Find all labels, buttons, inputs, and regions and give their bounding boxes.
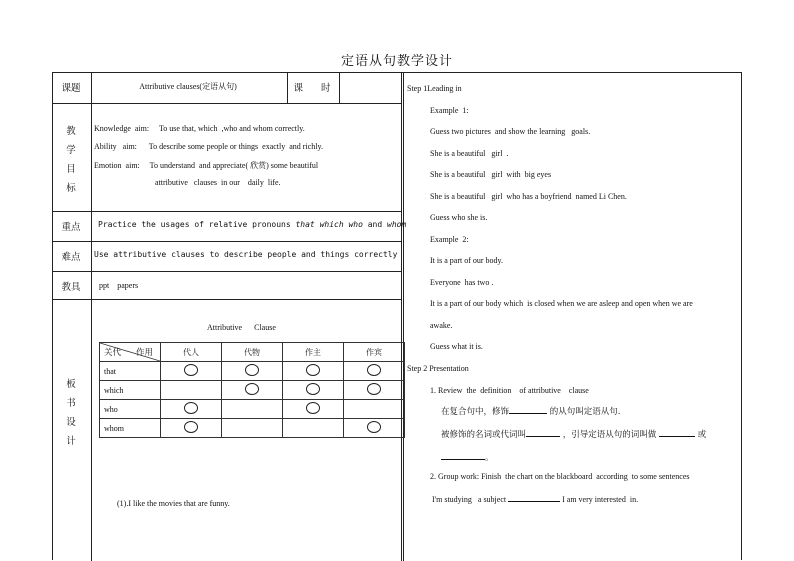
key-point-pronouns: that which who — [295, 220, 363, 229]
difficulty-text: Use attributive clauses to describe people and things correctly — [94, 250, 398, 259]
key-point-text — [98, 220, 406, 229]
chart-cell — [161, 400, 222, 419]
row-divider — [53, 241, 402, 242]
chart-row-word: that — [100, 362, 161, 381]
board-label-char: 计 — [66, 436, 76, 447]
chart-cell — [283, 400, 344, 419]
definition-line-1 — [441, 405, 620, 417]
board-label-char: 板 — [66, 379, 76, 390]
chart-cell — [283, 419, 344, 438]
chart-circle-mark — [245, 383, 259, 395]
aids-text: ppt papers — [99, 281, 139, 290]
chart-cell — [344, 400, 405, 419]
chart-column-header: 代物 — [222, 343, 283, 362]
chart-circle-mark — [184, 364, 198, 376]
chart-cell — [222, 362, 283, 381]
blank-field — [441, 451, 485, 460]
knowledge-aim: Knowledge aim: To use that, which ,who and whom correctly. — [94, 124, 305, 133]
chart-circle-mark — [306, 364, 320, 376]
chart-cell — [283, 362, 344, 381]
chart-cell — [344, 419, 405, 438]
chart-circle-mark — [306, 383, 320, 395]
example1-label: Example 1: — [430, 106, 469, 115]
chart-row — [100, 362, 405, 381]
corner-left-label: 关代 — [104, 348, 122, 358]
chart-cell — [161, 419, 222, 438]
chart-header-row — [100, 343, 405, 362]
chart-cell — [222, 400, 283, 419]
topic-value: Attributive clauses(定语从句) — [139, 82, 237, 91]
board-label-char: 设 — [66, 417, 76, 428]
hours-label: 课 时 — [293, 83, 331, 94]
blank-field — [659, 428, 695, 437]
chart-circle-mark — [367, 364, 381, 376]
chart-title: Attributive Clause — [207, 323, 276, 332]
chart-column-header: 作主 — [283, 343, 344, 362]
objectives-label-char: 标 — [66, 183, 76, 194]
chart-cell — [161, 381, 222, 400]
document-title: 定语从句教学设计 — [340, 54, 453, 69]
chart-cell — [344, 381, 405, 400]
chart-row-word: who — [100, 400, 161, 419]
chart-row — [100, 400, 405, 419]
chart-column-header: 代人 — [161, 343, 222, 362]
objectives-label-char: 目 — [66, 164, 76, 175]
key-point-whom: whom — [387, 220, 407, 229]
chart-row — [100, 419, 405, 438]
step1-heading: Step 1Leading in — [407, 84, 462, 93]
row-divider — [53, 211, 402, 212]
definition-line-2 — [441, 428, 706, 440]
right-line: Guess two pictures and show the learning goals. — [430, 127, 591, 136]
right-line: It is a part of our body which is closed when we are asleep and open when we are — [430, 299, 693, 308]
right-line: She is a beautiful girl who has a boyfriend named Li Chen. — [430, 192, 627, 201]
corner-right-label: 作用 — [136, 348, 154, 358]
difficulty-label: 难点 — [61, 252, 81, 263]
row-divider — [53, 103, 402, 104]
definition-line-3 — [441, 451, 494, 463]
key-point-and: and — [362, 220, 388, 229]
objectives-label-char: 学 — [66, 145, 76, 156]
chart-cell — [222, 419, 283, 438]
emotion-aim-continued: attributive clauses in our daily life. — [155, 178, 281, 187]
row-divider — [53, 299, 402, 300]
chart-row — [100, 381, 405, 400]
definition-text: 或 — [694, 430, 707, 440]
blank-field — [526, 428, 560, 437]
chart-column-header: 作宾 — [344, 343, 405, 362]
chart-circle-mark — [367, 383, 381, 395]
chart-cell — [283, 381, 344, 400]
chart-cell — [344, 362, 405, 381]
chart-corner-cell — [100, 343, 161, 362]
right-line: awake. — [430, 321, 453, 330]
board-label-char: 书 — [66, 398, 76, 409]
topic-label: 课题 — [61, 83, 81, 94]
key-point-prefix: Practice the usages of relative pronouns — [98, 220, 296, 229]
right-line: Everyone has two . — [430, 278, 494, 287]
group-work: 2. Group work: Finish the chart on the blackboard according to some sentences — [430, 472, 690, 481]
definition-text: 在复合句中，修饰 — [441, 407, 510, 417]
studying-text: I am very interested in. — [560, 495, 639, 504]
chart-circle-mark — [306, 402, 320, 414]
studying-sentence — [432, 493, 638, 504]
definition-text: 。 — [485, 453, 494, 463]
hours-divider-right — [339, 73, 340, 103]
definition-text: ，引导定语从句的词叫做 — [560, 430, 659, 440]
objectives-label-char: 教 — [66, 126, 76, 137]
ability-aim: Ability aim: To describe some people or things exactly and richly. — [94, 142, 323, 151]
chart-cell — [161, 362, 222, 381]
chart-cell — [222, 381, 283, 400]
chart-row-word: which — [100, 381, 161, 400]
review-definition: 1. Review the definition of attributive clause — [430, 386, 589, 395]
chart-circle-mark — [184, 402, 198, 414]
right-line: She is a beautiful girl with big eyes — [430, 170, 552, 179]
right-line: It is a part of our body. — [430, 256, 504, 265]
blank-field — [509, 405, 547, 414]
chart-circle-mark — [367, 421, 381, 433]
right-line: Guess who she is. — [430, 213, 488, 222]
label-column-divider — [91, 73, 92, 561]
right-line: Guess what it is. — [430, 342, 483, 351]
right-line: She is a beautiful girl . — [430, 149, 509, 158]
chart-circle-mark — [245, 364, 259, 376]
row-divider — [53, 271, 402, 272]
pronoun-chart — [99, 342, 405, 438]
aids-label: 教具 — [61, 282, 81, 293]
chart-circle-mark — [184, 421, 198, 433]
studying-text: I'm studying a subject — [432, 495, 509, 504]
blank-field — [508, 493, 560, 502]
definition-text: 的从句叫定语从句. — [547, 407, 621, 417]
board-example-sentence: (1).I like the movies that are funny. — [117, 499, 230, 508]
step2-heading: Step 2 Presentation — [407, 364, 469, 373]
example2-label: Example 2: — [430, 235, 469, 244]
emotion-aim: Emotion aim: To understand and appreciate( 欣赏) some beautiful — [94, 161, 319, 170]
definition-text: 被修饰的名词或代词叫 — [441, 430, 527, 440]
board-label — [52, 375, 90, 451]
objectives-label — [52, 122, 90, 198]
chart-row-word: whom — [100, 419, 161, 438]
right-panel-divider — [401, 73, 404, 561]
key-point-label: 重点 — [61, 222, 81, 233]
